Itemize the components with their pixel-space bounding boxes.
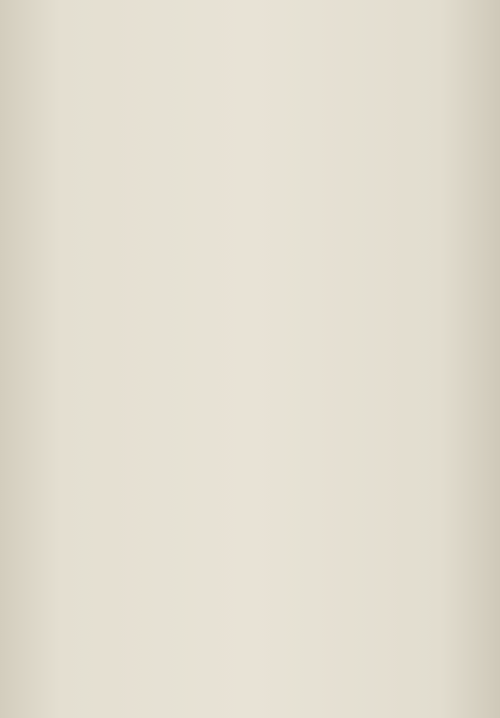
half-divider	[40, 356, 472, 357]
bottom-text-block	[42, 376, 472, 694]
top-text-block	[42, 12, 472, 342]
